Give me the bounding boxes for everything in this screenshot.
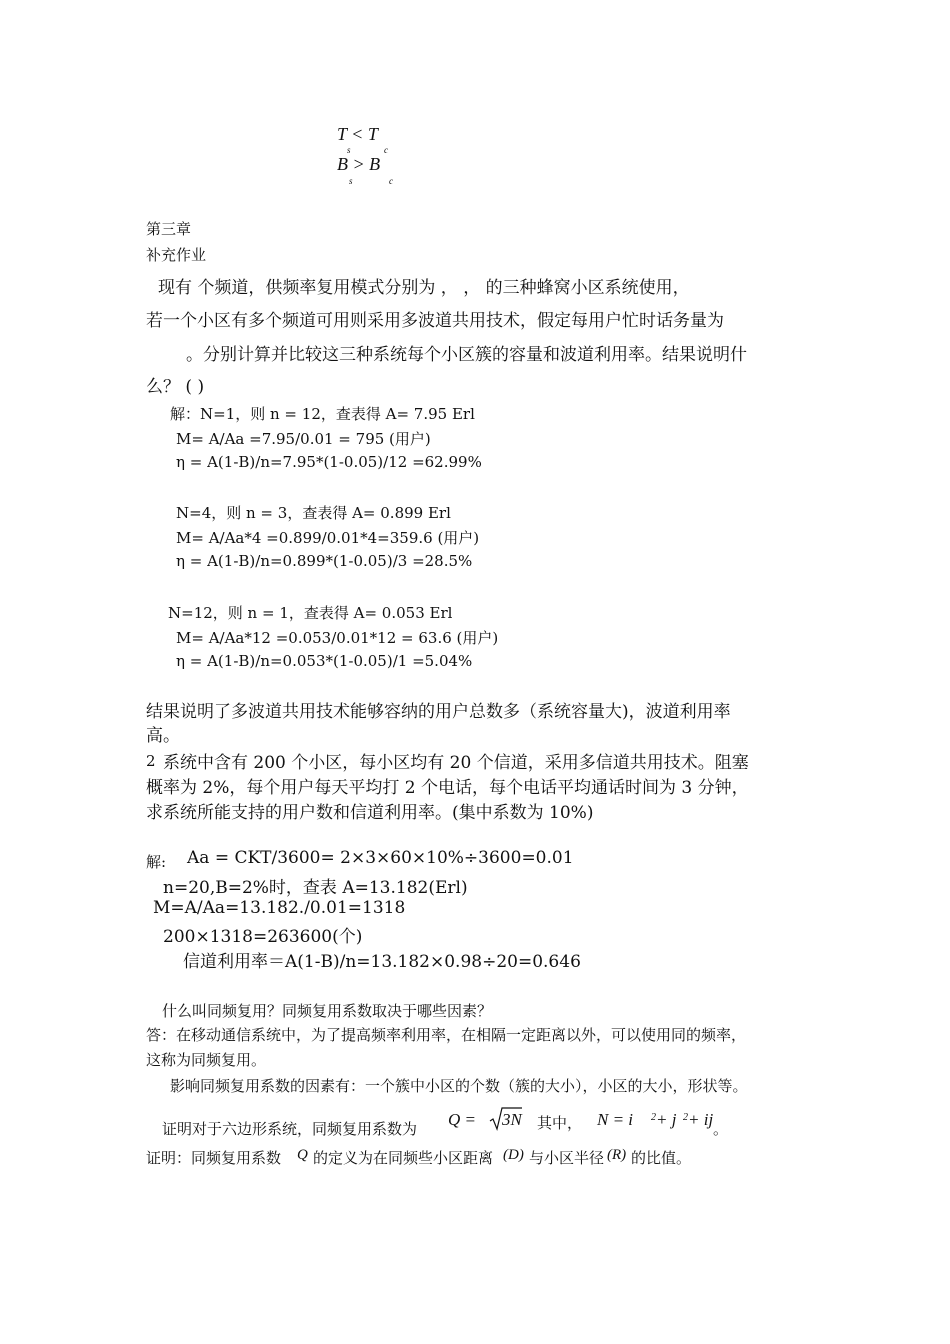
- q2-line3: 求系统所能支持的用户数和信道利用率。(集中系数为 10%): [146, 803, 594, 823]
- formula-sub-c2: c: [389, 176, 393, 186]
- sol1-c1: N=12，则 n = 1，查表得 A= 0.053 Erl: [168, 604, 453, 622]
- proof-prefix: 证明：同频复用系数: [146, 1149, 282, 1167]
- q4-q-eq: Q =: [448, 1110, 476, 1129]
- q4-mid: 其中，: [537, 1114, 583, 1132]
- q4-sqrt-content: 3N: [502, 1110, 522, 1129]
- proof-mid: 的定义为在同频些小区距离: [313, 1149, 494, 1167]
- sol2-l4: 200×1318=263600(个): [163, 927, 363, 947]
- q1-line4: 么？ ( ): [146, 377, 205, 397]
- sol1-a1: 解：N=1，则 n = 12，查表得 A= 7.95 Erl: [170, 405, 475, 423]
- q3-ans1: 答：在移动通信系统中，为了提高频率利用率，在相隔一定距离以外，可以使用同的频率，: [146, 1026, 747, 1044]
- sol2-label: 解:: [146, 853, 167, 871]
- q4-plus1: + j: [656, 1110, 677, 1129]
- sol2-l2: n=20,B=2%时，查表 A=13.182(Erl): [163, 878, 468, 898]
- q2-line1: 系统中含有 200 个小区，每小区均有 20 个信道，采用多信道共用技术。阻塞: [163, 753, 749, 773]
- q2-number: 2: [146, 752, 156, 770]
- q4-sup2: 2: [683, 1112, 688, 1123]
- proof-r: (R): [607, 1147, 627, 1163]
- sol2-l1: Aa = CKT/3600= 2×3×60×10%÷3600=0.01: [187, 848, 574, 868]
- formula-sub-c: c: [384, 145, 388, 155]
- sol2-l3: M=A/Aa=13.182./0.01=1318: [153, 898, 406, 918]
- sol1-b2: M= A/Aa*4 =0.899/0.01*4=359.6 (用户): [176, 529, 480, 547]
- sol1-c3: η = A(1-B)/n=0.053*(1-0.05)/1 =5.04%: [176, 652, 473, 670]
- sol1-b1: N=4，则 n = 3，查表得 A= 0.899 Erl: [176, 504, 451, 522]
- proof-d: (D): [503, 1147, 524, 1163]
- q1-line2: 若一个小区有多个频道可用则采用多波道共用技术，假定每用户忙时话务量为: [146, 311, 724, 331]
- q4-sup1: 2: [651, 1112, 656, 1123]
- proof-q: Q: [297, 1147, 308, 1163]
- q3-ans3: 影响同频复用系数的因素有：一个簇中小区的个数（簇的大小），小区的大小，形状等。: [170, 1077, 748, 1095]
- formula-t-line: T < T: [337, 124, 378, 144]
- proof-end: 的比值。: [631, 1149, 692, 1167]
- q4-end: 。: [713, 1120, 729, 1138]
- sol2-l5: 信道利用率＝A(1-B)/n=13.182×0.98÷20=0.646: [183, 952, 581, 972]
- sol1-a3: η = A(1-B)/n=7.95*(1-0.05)/12 =62.99%: [176, 453, 482, 471]
- q4-plus2: + ij: [688, 1110, 714, 1129]
- conclusion-line1: 结果说明了多波道共用技术能够容纳的用户总数多（系统容量大)，波道利用率: [146, 702, 731, 722]
- q2-line2: 概率为 2%，每个用户每天平均打 2 个电话，每个电话平均通话时间为 3 分钟，: [146, 778, 749, 798]
- formula-sub-s: s: [347, 145, 351, 155]
- sol1-b3: η = A(1-B)/n=0.899*(1-0.05)/3 =28.5%: [176, 552, 473, 570]
- q4-n-eq: N = i: [597, 1110, 634, 1129]
- conclusion-line2: 高。: [146, 726, 180, 746]
- sol1-c2: M= A/Aa*12 =0.053/0.01*12 = 63.6 (用户): [176, 629, 499, 647]
- formula-sub-s2: s: [349, 176, 353, 186]
- formula-b-line: B > B: [337, 154, 381, 174]
- q1-line1: 现有 个频道，供频率复用模式分别为 ， ， 的三种蜂窝小区系统使用，: [158, 278, 690, 298]
- q1-line3: 。分别计算并比较这三种系统每个小区簇的容量和波道利用率。结果说明什: [186, 345, 747, 365]
- q3-question: 什么叫同频复用？同频复用系数取决于哪些因素？: [162, 1002, 493, 1020]
- sol1-a2: M= A/Aa =7.95/0.01 = 795 (用户): [176, 430, 431, 448]
- supplement-heading: 补充作业: [146, 246, 207, 264]
- q4-prefix: 证明对于六边形系统，同频复用系数为: [162, 1120, 418, 1138]
- q3-ans2: 这称为同频复用。: [146, 1051, 267, 1069]
- proof-mid2: 与小区半径: [529, 1149, 605, 1167]
- chapter-heading: 第三章: [146, 220, 192, 238]
